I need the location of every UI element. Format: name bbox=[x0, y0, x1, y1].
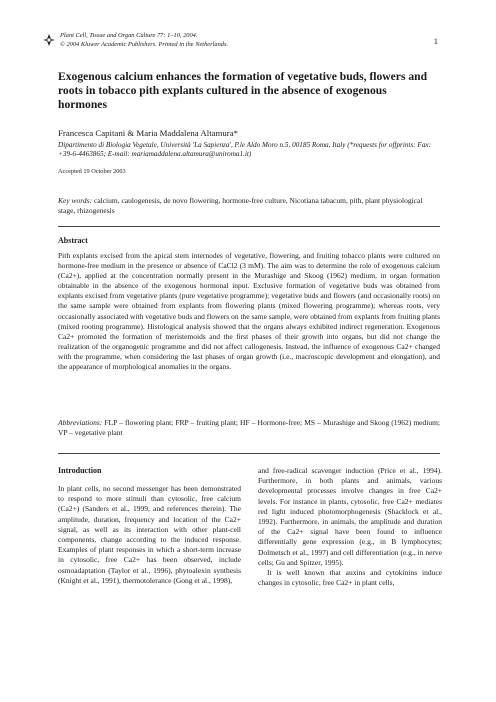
abbreviations-block bbox=[58, 418, 440, 438]
journal-line-2: © 2004 Kluwer Academic Publishers. Printed in the Netherlands. bbox=[60, 40, 229, 48]
publisher-logo-icon bbox=[42, 33, 56, 47]
abbreviations-text: FLP – flowering plant; FRP – fruiting plant; HF – Hormone-free; MS – Murashige and Skoog (1962) medium; VP – vegetative plant bbox=[58, 418, 441, 438]
introduction-right-column bbox=[258, 466, 442, 588]
keywords-label: Key words: bbox=[58, 196, 93, 205]
accepted-date: Accepted 19 October 2003 bbox=[58, 168, 126, 175]
author-affiliation: Dipartimento di Biologia Vegetale, Università 'La Sapienza', P.le Aldo Moro n.5, 00185 Roma, Italy (*requests for offprints: Fax: +39-6-4463865; E-mail: mariamaddalena.altamura@uniroma1.it) bbox=[58, 141, 431, 159]
intro-paragraph-1: In plant cells, no second messenger has been demonstrated to respond to more stimuli than cytosolic, free calcium (Ca2+) (Sanders et al., 1999, and references therein). The amplitude, duration, frequency and location of the Ca2+ signal, as well as its interaction with other plant-cell components, change according to the induced response. Examples of plant responses in which a short-term increase in cytosolic, free Ca2+ has been observed, include osmoadaptation (Taylor et al., 1996), phytoalexin synthesis (Knight et al., 1991), thermotolerance (Gong et al., 1998), bbox=[58, 484, 241, 585]
keywords-text: calcium, caulogenesis, de novo flowering, hormone-free culture, Nicotiana tabacum, pith, plant physiological stage, rhizogenesis bbox=[58, 196, 423, 216]
abbreviations-label: Abbreviations: bbox=[58, 418, 103, 427]
keywords-block bbox=[58, 196, 440, 216]
introduction-left-column bbox=[58, 484, 241, 586]
introduction-heading: Introduction bbox=[58, 466, 102, 475]
page-number: 1 bbox=[433, 36, 438, 46]
journal-line-1: Plant Cell, Tissue and Organ Culture 77: 1–10, 2004. bbox=[60, 32, 198, 39]
journal-citation bbox=[60, 32, 228, 49]
section-divider-top bbox=[58, 226, 440, 227]
section-divider-bottom bbox=[58, 453, 440, 454]
intro-paragraph-3: It is well known that auxins and cytokinins induce changes in cytosolic, free Ca2+ in plant cells, bbox=[258, 568, 442, 588]
abstract-heading: Abstract bbox=[58, 236, 88, 245]
intro-paragraph-2: and free-radical scavenger induction (Price et al., 1994). Furthermore, in both plants and animals, various developmental processes involve changes in free Ca2+ levels. For instance in plants, cytosolic, free Ca2+ mediates red light induced photomorphogenesis (Shacklock et al., 1992). Furthermore, in animals, the amplitude and duration of the Ca2+ signal have been found to influence differentially gene expression (e.g., in B lymphocytes; Dolmetsch et al., 1997) and cell differentiation (e.g., in nerve cells; Gu and Spitzer, 1995). bbox=[258, 466, 442, 567]
article-authors: Francesca Capitani & Maria Maddalena Altamura* bbox=[58, 128, 239, 138]
article-title: Exogenous calcium enhances the formation of vegetative buds, flowers and roots in tobacco pith explants cultured in the absence of exogenous hormones bbox=[58, 70, 428, 111]
abstract-text: Pith explants excised from the apical stem internodes of vegetative, flowering, and fruiting tobacco plants were cultured on hormone-free medium in the presence or absence of CaCl2 (3 mM). The aim was to determine the role of exogenous calcium (Ca2+), applied at the concentration normally present in the Murashige and Skoog (1962) medium, in organ formation obtainable in the absence of the exogenous hormonal input. Exclusive formation of vegetative buds was obtained from explants excised from vegetative plants (pure vegetative programme); vegetative buds and flowers (and occasionally roots) on the same sample were obtained from explants from flowering plants (mixed flowering programme); whereas roots, very occasionally associated with vegetative buds and flowers on the same sample, were obtained from explants from fruiting plants (mixed rooting programme). Histological analysis showed that the organs always exhibited indirect regeneration. Exogenous Ca2+ promoted the formation of meristemoids and the first phases of their growth into organs, but did not change the realization of the organogenic programme and did not affect callogenesis. Instead, the influence of exogenous Ca2+ changed with the programme, when considering the last phases of organ growth (i.e., macroscopic development and elongation), and the appearance of morphological anomalies in the organs. bbox=[58, 251, 440, 372]
